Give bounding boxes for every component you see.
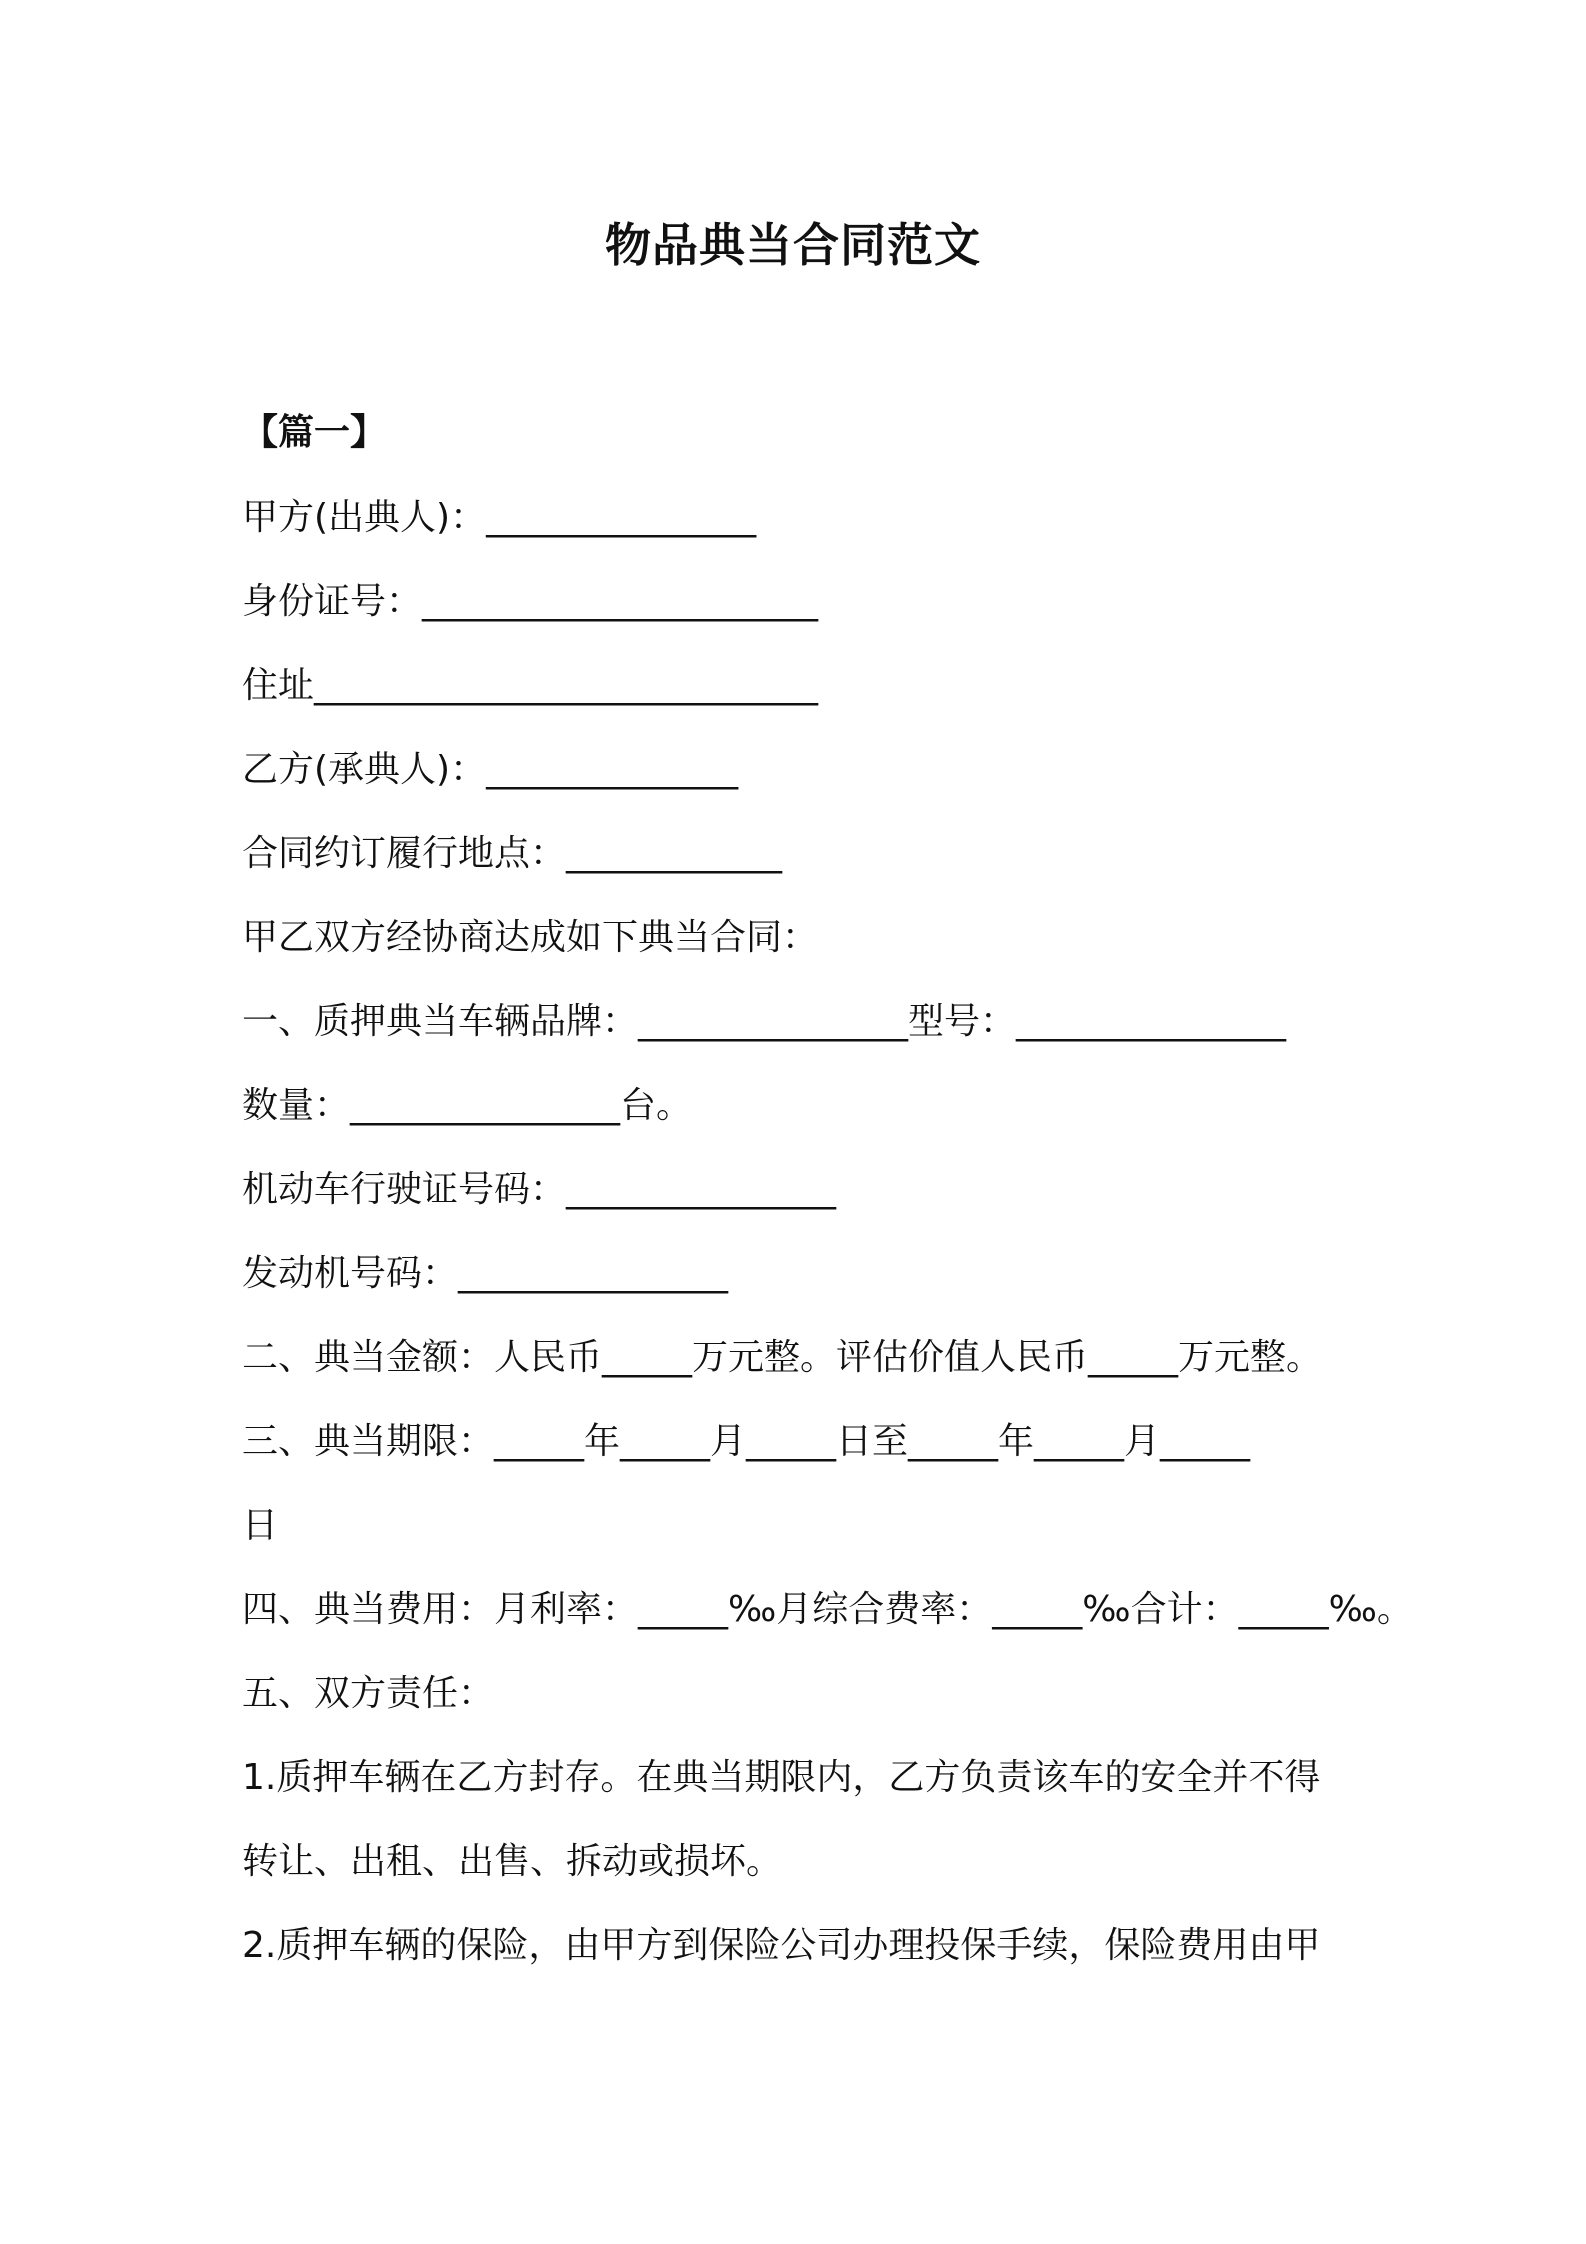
clause-5-item-2-line: 2.质押车辆的保险，由甲方到保险公司办理投保手续，保险费用由甲: [242, 1925, 1321, 1966]
clause-1-quantity-line: 数量：_______________台。: [242, 1085, 693, 1126]
clause-5-heading-line: 五、双方责任：: [242, 1673, 495, 1714]
clause-3-term-line: 三、典当期限：_____年_____月_____日至_____年_____月_____: [242, 1421, 1251, 1462]
clause-1-engine-line: 发动机号码：_______________: [242, 1253, 729, 1294]
clause-4-fees-line: 四、典当费用：月利率：_____‰月综合费率：_____‰合计：_____‰。: [242, 1589, 1413, 1630]
document-title: 物品典当合同范文: [605, 218, 981, 272]
clause-5-item-1-line: 1.质押车辆在乙方封存。在典当期限内，乙方负责该车的安全并不得: [242, 1757, 1321, 1798]
clause-3-term-line-continued: 日: [242, 1505, 279, 1546]
id-number-line: 身份证号：______________________: [242, 581, 819, 622]
address-line: 住址____________________________: [242, 665, 818, 706]
contract-location-line: 合同约订履行地点：____________: [242, 833, 783, 874]
clause-5-item-1-line-continued: 转让、出租、出售、拆动或损坏。: [242, 1841, 783, 1882]
clause-2-amount-line: 二、典当金额：人民币_____万元整。评估价值人民币_____万元整。: [242, 1337, 1323, 1378]
clause-1-vehicle-line: 一、质押典当车辆品牌：_______________型号：_______________: [242, 1001, 1287, 1042]
agreement-intro-line: 甲乙双方经协商达成如下典当合同：: [242, 917, 819, 958]
party-b-line: 乙方(承典人)：______________: [242, 749, 739, 790]
clause-1-license-line: 机动车行驶证号码：_______________: [242, 1169, 837, 1210]
section-heading-part-one: 【篇一】: [242, 412, 387, 453]
party-a-line: 甲方(出典人)：_______________: [242, 497, 757, 538]
